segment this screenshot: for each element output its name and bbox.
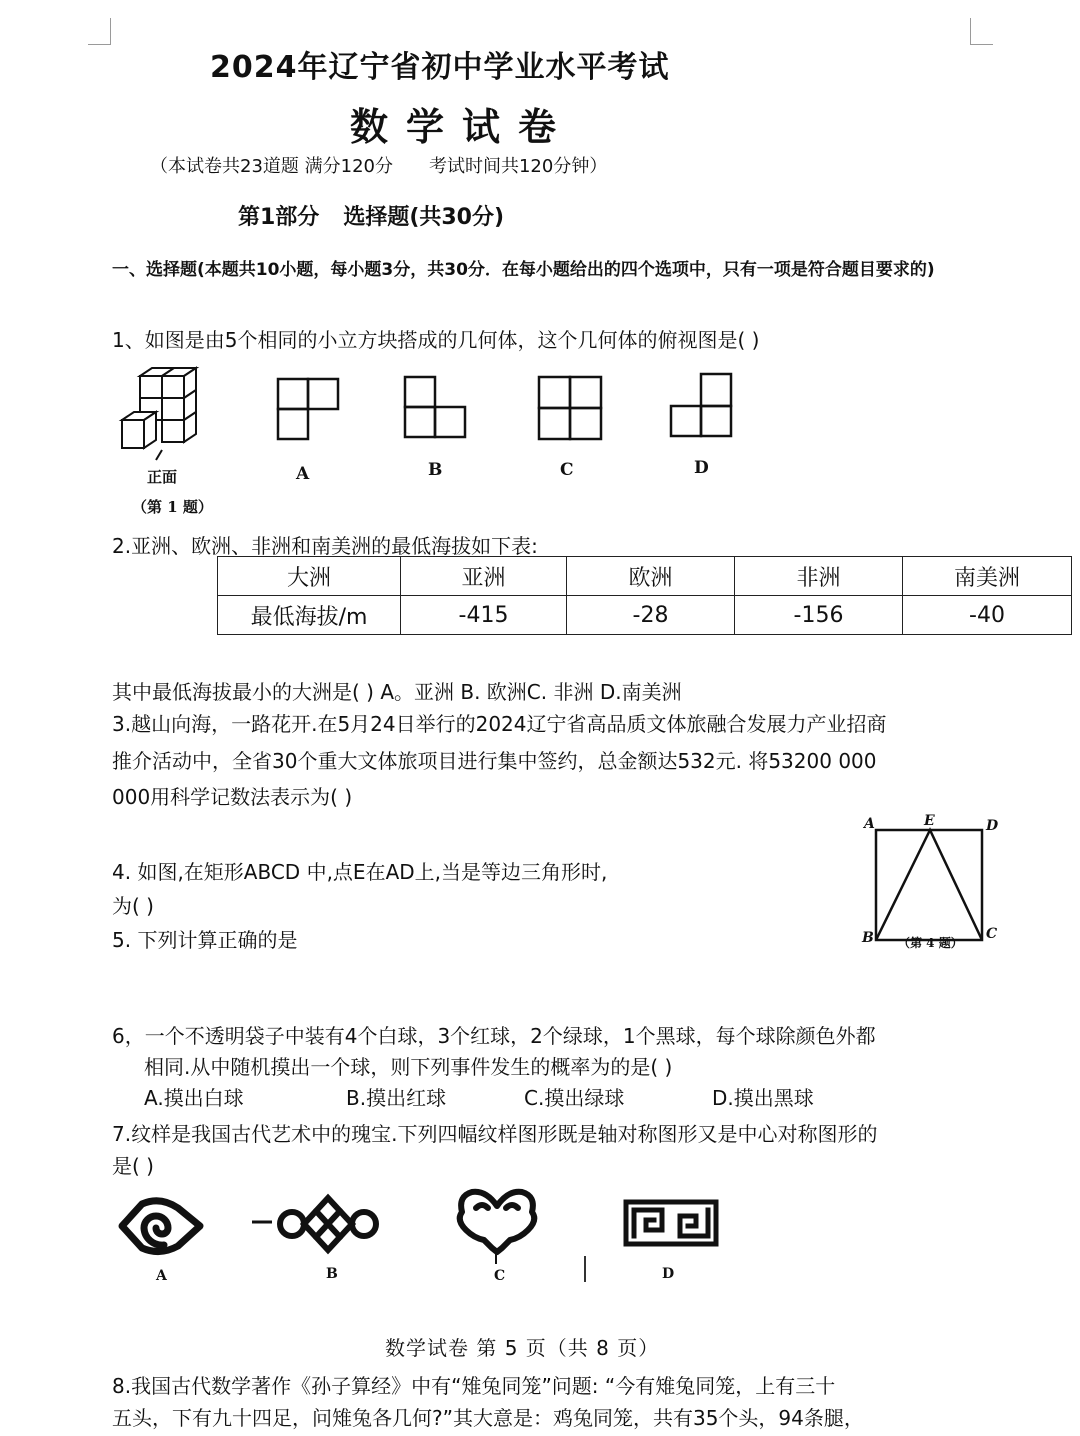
part-label: 第1部分 (238, 205, 320, 230)
question-2-text: 2.亚洲、欧洲、非洲和南美洲的最低海拔如下表: (112, 534, 538, 558)
exam-subtitle: 数学试卷 (350, 105, 575, 149)
question-3-line-3: 000用科学记数法表示为( ) (112, 785, 353, 809)
q1-option-b-label: B (428, 460, 443, 480)
q7-option-a-label: A (156, 1268, 167, 1284)
q7-pattern-c-figure (452, 1186, 542, 1266)
exam-info (150, 152, 607, 178)
q7-option-d-label: D (662, 1266, 675, 1282)
exam-title: 2024年辽宁省初中学业水平考试 (210, 50, 670, 85)
question-2-question: 其中最低海拔最小的大洲是( ) A。亚洲 B. 欧洲C. 非洲 D.南美洲 (112, 680, 682, 704)
question-6-line-1: 6，一个不透明袋子中装有4个白球，3个红球，2个绿球，1个黑球，每个球除颜色外都 (112, 1024, 876, 1048)
scan-artifact-line (584, 1256, 586, 1282)
q7-pattern-a-figure (116, 1194, 208, 1264)
q1-option-c-figure (534, 372, 606, 444)
question-8-line-2: 五头，下有九十四足，问雉兔各几何?”其大意是：鸡兔同笼，共有35个头，94条腿， (112, 1406, 864, 1430)
table-cell: -40 (903, 596, 1072, 635)
q4-caption: （第 4 题） (898, 936, 963, 950)
question-6-option-a: A.摸出白球 (144, 1086, 244, 1110)
question-6-line-2: 相同.从中随机摸出一个球，则下列事件发生的概率为的是( ) (144, 1055, 673, 1079)
q7-pattern-d-figure (622, 1198, 720, 1248)
q7-option-c-label: C (494, 1268, 506, 1284)
table-cell: -415 (401, 596, 567, 635)
q1-option-a-label: A (296, 464, 310, 484)
question-4-line-2: 为( ) (112, 894, 154, 918)
q4-point-e: E (924, 813, 935, 829)
elevation-table (217, 556, 1072, 635)
q1-option-c-label: C (560, 460, 574, 480)
table-row (218, 596, 1072, 635)
q1-cube-figure (112, 364, 222, 464)
q4-point-a: A (864, 816, 875, 832)
question-6-option-d: D.摸出黑球 (712, 1086, 814, 1110)
exam-info-left: （本试卷共23道题 满分120分 (150, 156, 393, 177)
question-7-line-1: 7.纹样是我国古代艺术中的瑰宝.下列四幅纹样图形既是轴对称图形又是中心对称图形的 (112, 1122, 878, 1146)
question-6-option-c: C.摸出绿球 (524, 1086, 625, 1110)
q4-point-d: D (986, 818, 999, 834)
q7-pattern-b-figure (248, 1188, 390, 1264)
corner-mark-left (88, 18, 111, 45)
section-instruction: 一、选择题(本题共10小题，每小题3分，共30分．在每小题给出的四个选项中，只有一项是符合题目要求的) (112, 260, 935, 280)
table-cell: 亚洲 (401, 557, 567, 596)
table-cell: 非洲 (735, 557, 903, 596)
corner-mark-right (970, 18, 993, 45)
exam-info-right: 考试时间共120分钟） (428, 156, 608, 177)
q1-caption: （第 1 题） (132, 498, 213, 516)
q7-option-b-label: B (326, 1266, 338, 1282)
q1-option-b-figure (400, 372, 470, 444)
question-5-text: 5. 下列计算正确的是 (112, 928, 298, 952)
q4-point-c: C (986, 926, 998, 942)
q1-option-a-figure (272, 374, 342, 444)
table-cell: 南美洲 (903, 557, 1072, 596)
question-8-line-1: 8.我国古代数学著作《孙子算经》中有“雉兔同笼”问题: “今有雉兔同笼，上有三十 (112, 1374, 836, 1398)
table-header-row (218, 557, 1072, 596)
table-cell: -28 (567, 596, 735, 635)
question-3-line-1: 3.越山向海，一路花开.在5月24日举行的2024辽宁省高品质文体旅融合发展力产业招商 (112, 712, 887, 736)
q1-option-d-figure (666, 370, 738, 442)
table-cell: 最低海拔/m (218, 596, 401, 635)
q1-option-d-label: D (694, 458, 709, 478)
question-3-line-2: 推介活动中，全省30个重大文体旅项目进行集中签约，总金额达532元. 将53200 000 (112, 749, 877, 773)
page-footer: 数学试卷 第 5 页（共 8 页） (385, 1336, 660, 1360)
question-4-line-1: 4. 如图,在矩形ABCD 中,点E在AD上,当是等边三角形时, (112, 860, 608, 884)
table-cell: 欧洲 (567, 557, 735, 596)
q4-point-b: B (862, 930, 874, 946)
part-title: 选择题(共30分) (343, 205, 505, 230)
question-7-line-2: 是( ) (112, 1154, 154, 1178)
table-cell: 大洲 (218, 557, 401, 596)
question-1-text: 1、如图是由5个相同的小立方块搭成的几何体，这个几何体的俯视图是( ) (112, 328, 760, 352)
part-heading (238, 200, 504, 231)
table-cell: -156 (735, 596, 903, 635)
question-6-option-b: B.摸出红球 (346, 1086, 447, 1110)
q1-front-label: 正面 (147, 468, 178, 486)
